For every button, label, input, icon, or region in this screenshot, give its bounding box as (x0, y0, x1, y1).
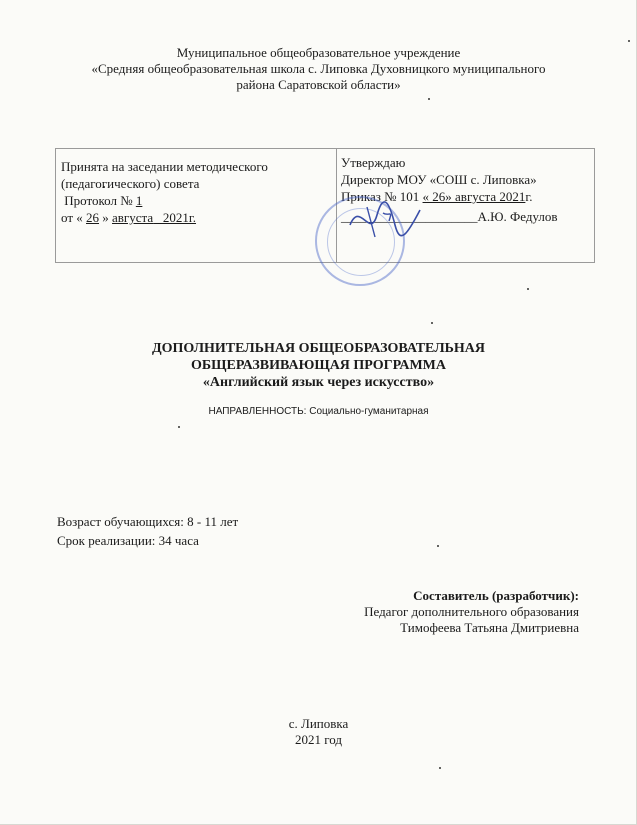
author-name: Тимофеева Татьяна Дмитриевна (400, 620, 579, 635)
order-date: « 26» августа 2021 (422, 189, 526, 204)
date-year: 2021г. (153, 210, 197, 225)
document-footer (0, 716, 637, 748)
date-month: августа (112, 210, 154, 225)
scan-speck (527, 288, 529, 290)
program-title (0, 340, 637, 391)
institution-header (0, 45, 637, 93)
header-line-3: района Саратовской области» (236, 77, 401, 92)
director-title: Директор МОУ «СОШ с. Липовка» (341, 172, 537, 187)
program-direction: НАПРАВЛЕННОСТЬ: Социально-гуманитарная (208, 406, 429, 417)
footer-place: с. Липовка (288, 716, 349, 731)
protocol-number: 1 (135, 193, 143, 208)
scan-speck (628, 40, 630, 42)
scan-speck (431, 322, 433, 324)
student-age: Возраст обучающихся: 8 - 11 лет (57, 514, 239, 529)
council-line-2: (педагогического) совета (61, 176, 200, 191)
author-label: Составитель (разработчик): (413, 588, 579, 603)
title-line-1: ДОПОЛНИТЕЛЬНАЯ ОБЩЕОБРАЗОВАТЕЛЬНАЯ (151, 341, 486, 356)
footer-year: 2021 год (295, 732, 342, 747)
scan-speck (428, 98, 430, 100)
title-line-2: ОБЩЕРАЗВИВАЮЩАЯ ПРОГРАММА (191, 358, 446, 373)
council-approval-block (61, 158, 268, 226)
scan-speck (439, 767, 441, 769)
protocol-label: Протокол № (61, 193, 136, 208)
date-prefix: от « (61, 210, 87, 225)
director-signature (345, 195, 425, 245)
header-line-2: «Средняя общеобразовательная школа с. Липовка Духовницкого муниципального (91, 61, 546, 76)
scan-speck (178, 426, 180, 428)
title-line-3: «Английский язык через искусство» (202, 375, 435, 390)
header-line-1: Муниципальное общеобразовательное учреждение (176, 45, 461, 60)
protocol-line (61, 192, 268, 209)
program-duration: Срок реализации: 34 часа (57, 533, 199, 548)
scan-speck (437, 545, 439, 547)
order-prefix: Приказ № 101 (341, 189, 423, 204)
approve-word: Утверждаю (341, 155, 406, 170)
author-position: Педагог дополнительного образования (364, 604, 579, 619)
author-block (364, 588, 579, 636)
council-line-1: Принята на заседании методического (61, 159, 268, 174)
signature-line: _____________________А.Ю. Федулов (341, 209, 558, 224)
council-date-line (61, 209, 268, 226)
date-mid: » (99, 210, 113, 225)
order-suffix: г. (525, 189, 533, 204)
date-day: 26 (86, 210, 100, 225)
